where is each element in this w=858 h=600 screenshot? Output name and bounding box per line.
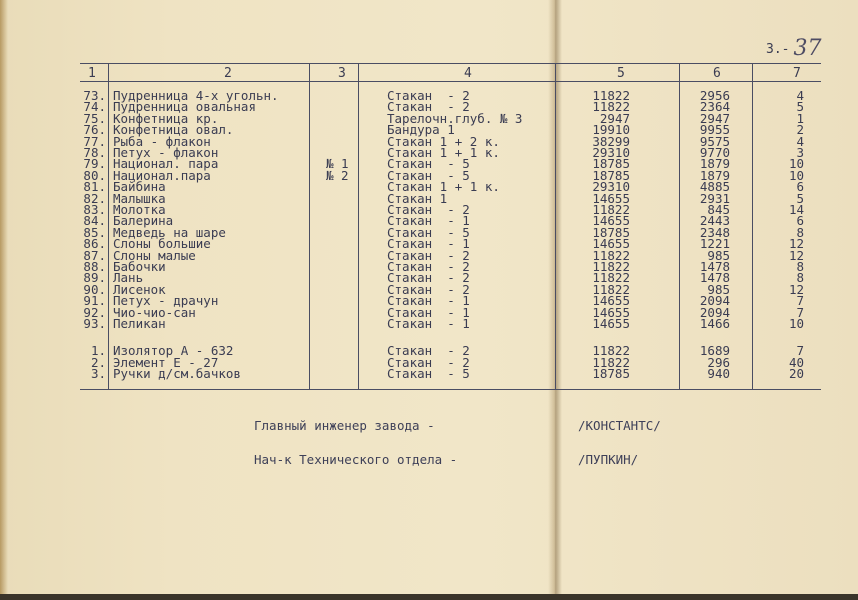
row-number: 87. [83,247,106,263]
item-name: Байбина [113,179,166,195]
item-name: Лисенок [113,281,166,297]
row-number: 74. [83,99,106,115]
row-number: 82. [83,190,106,206]
value-col-7: 10 [788,156,804,172]
value-col-7: 1 [796,110,804,126]
page-number-handwritten: 37 [793,36,822,61]
col-header-6: 6 [713,66,721,81]
value-col-5: 14655 [592,213,630,229]
item-name: Петух - флакон [113,145,219,160]
value-col-6: 4885 [699,179,730,195]
value-col-7: 4 [796,133,804,149]
item-name: Балерина [113,213,174,229]
table-row [0,368,858,380]
row-number: 84. [83,213,106,229]
value-col-6: 2931 [699,190,730,206]
item-name: Слоны малые [113,247,196,263]
value-col-6: 2348 [699,224,730,240]
row-number: 3. [90,366,106,382]
item-name: Медведь на шаре [113,224,226,240]
col-header-3: 3 [338,66,346,81]
item-name: Изолятор А - 632 [113,343,234,359]
value-col-7: 8 [796,270,804,286]
value-col-7: 12 [788,247,804,263]
col-header-7: 7 [793,66,801,81]
row-number: 83. [83,202,106,217]
row-number: 86. [83,236,106,252]
item-name: Национал. пара [113,156,219,172]
col-header-1: 1 [88,66,96,81]
item-form: Стакан 1 + 1 к. [387,179,500,195]
col-header-4: 4 [464,66,472,81]
value-col-5: 11822 [592,281,630,297]
value-col-5: 11822 [592,259,630,274]
item-name: Пудренница овальная [113,99,256,115]
value-col-7: 12 [788,281,804,297]
value-col-7: 8 [796,259,804,274]
item-form: Стакан - 1 [387,293,470,309]
row-number: 2. [90,354,106,370]
value-col-6: 2364 [699,99,730,115]
value-col-5: 29310 [592,145,630,160]
value-col-6: 2443 [699,213,730,229]
item-form: Стакан - 1 [387,236,470,252]
row-number: 81. [83,179,106,195]
page-number-typed: 3.- [766,42,790,57]
value-col-5: 11822 [592,88,630,103]
row-number: 76. [83,122,106,138]
value-col-7: 7 [796,343,804,359]
value-col-6: 985 [707,247,730,263]
item-form: Стакан - 5 [387,156,470,172]
value-col-5: 29310 [592,179,630,195]
value-col-5: 18785 [592,167,630,183]
value-col-5: 11822 [592,202,630,217]
item-form: Стакан 1 [387,190,448,206]
item-mark: № 2 [326,167,349,183]
value-col-6: 9575 [699,133,730,149]
row-number: 75. [83,110,106,126]
value-col-7: 7 [796,293,804,309]
value-col-6: 1466 [699,316,730,331]
value-col-7: 2 [796,122,804,138]
value-col-5: 11822 [592,343,630,359]
item-name: Элемент Е - 27 [113,354,219,370]
value-col-5: 18785 [592,366,630,382]
item-form: Стакан 1 + 1 к. [387,145,500,160]
item-form: Бандура 1 [387,122,455,138]
table-header-line [80,81,821,82]
row-number: 89. [83,270,106,286]
signature-name-chief-engineer: /КОНСТАНТС/ [578,418,661,433]
item-name: Национал.пара [113,167,211,183]
item-name: Пудренница 4-х угольн. [113,88,279,103]
item-form: Стакан - 2 [387,88,470,103]
col-header-5: 5 [617,66,625,81]
value-col-6: 1478 [699,259,730,274]
value-col-7: 7 [796,304,804,320]
row-number: 78. [83,145,106,160]
item-name: Рыба - флакон [113,133,211,149]
item-form: Стакан - 2 [387,99,470,115]
value-col-6: 1879 [699,167,730,183]
item-name: Малышка [113,190,166,206]
value-col-6: 9770 [699,145,730,160]
value-col-6: 1478 [699,270,730,286]
signature-title-tech-dept: Нач-к Технического отдела - [254,452,458,467]
signature-title-chief-engineer: Главный инженер завода - [254,418,435,433]
value-col-6: 2947 [699,110,730,126]
item-form: Стакан - 2 [387,247,470,263]
item-form: Стакан - 2 [387,202,470,217]
row-number: 1. [90,343,106,359]
value-col-7: 12 [788,236,804,252]
row-number: 90. [83,281,106,297]
value-col-5: 11822 [592,270,630,286]
value-col-6: 845 [707,202,730,217]
value-col-6: 985 [707,281,730,297]
value-col-5: 19910 [592,122,630,138]
value-col-5: 2947 [599,110,630,126]
value-col-6: 2094 [699,304,730,320]
item-form: Стакан - 2 [387,343,470,359]
value-col-7: 5 [796,99,804,115]
item-name: Слоны большие [113,236,211,252]
table-bottom-line [80,389,821,390]
item-name: Бабочки [113,259,166,274]
row-number: 93. [83,316,106,331]
value-col-5: 11822 [592,354,630,370]
value-col-6: 2956 [699,88,730,103]
item-form: Стакан - 1 [387,316,470,331]
value-col-7: 8 [796,224,804,240]
table-top-line [80,63,821,64]
row-number: 73. [83,88,106,103]
item-name: Чио-чио-сан [113,304,196,320]
value-col-7: 10 [788,316,804,331]
item-name: Конфетница овал. [113,122,234,138]
item-form: Стакан - 2 [387,259,470,274]
item-form: Стакан - 5 [387,224,470,240]
item-name: Ручки д/см.бачков [113,366,241,382]
value-col-5: 11822 [592,99,630,115]
value-col-6: 9955 [699,122,730,138]
item-form: Стакан - 5 [387,167,470,183]
item-form: Стакан - 5 [387,366,470,382]
item-form: Стакан - 2 [387,281,470,297]
item-form: Стакан - 2 [387,270,470,286]
row-number: 80. [83,167,106,183]
value-col-7: 4 [796,88,804,103]
value-col-7: 3 [796,145,804,160]
row-number: 79. [83,156,106,172]
value-col-7: 10 [788,167,804,183]
value-col-7: 14 [788,202,804,217]
col-header-2: 2 [224,66,232,81]
item-form: Стакан - 1 [387,213,470,229]
value-col-7: 6 [796,179,804,195]
row-number: 85. [83,224,106,240]
row-number: 77. [83,133,106,149]
value-col-6: 1689 [699,343,730,359]
value-col-5: 14655 [592,236,630,252]
item-form: Стакан 1 + 2 к. [387,133,500,149]
item-name: Петух - драчун [113,293,219,309]
item-form: Тарелочн.глуб. № 3 [387,110,523,126]
item-name: Пеликан [113,316,166,331]
value-col-5: 14655 [592,190,630,206]
value-col-5: 38299 [592,133,630,149]
table-row [0,318,858,330]
item-name: Конфетница кр. [113,110,219,126]
signature-name-tech-dept: /ПУПКИН/ [578,452,639,467]
value-col-6: 1879 [699,156,730,172]
value-col-6: 940 [707,366,730,382]
value-col-5: 14655 [592,293,630,309]
item-mark: № 1 [326,156,349,172]
item-form: Стакан - 1 [387,304,470,320]
row-number: 88. [83,259,106,274]
row-number: 92. [83,304,106,320]
item-form: Стакан - 2 [387,354,470,370]
row-number: 91. [83,293,106,309]
value-col-5: 14655 [592,304,630,320]
value-col-6: 2094 [699,293,730,309]
value-col-5: 11822 [592,247,630,263]
item-name: Лань [113,270,144,286]
value-col-5: 18785 [592,156,630,172]
value-col-5: 18785 [592,224,630,240]
item-name: Молотка [113,202,166,217]
value-col-5: 14655 [592,316,630,331]
page-number [766,34,822,61]
value-col-7: 6 [796,213,804,229]
page-bottom-edge [0,594,858,600]
value-col-7: 5 [796,190,804,206]
value-col-7: 20 [788,366,804,382]
value-col-6: 296 [707,354,730,370]
value-col-7: 40 [788,354,804,370]
value-col-6: 1221 [699,236,730,252]
